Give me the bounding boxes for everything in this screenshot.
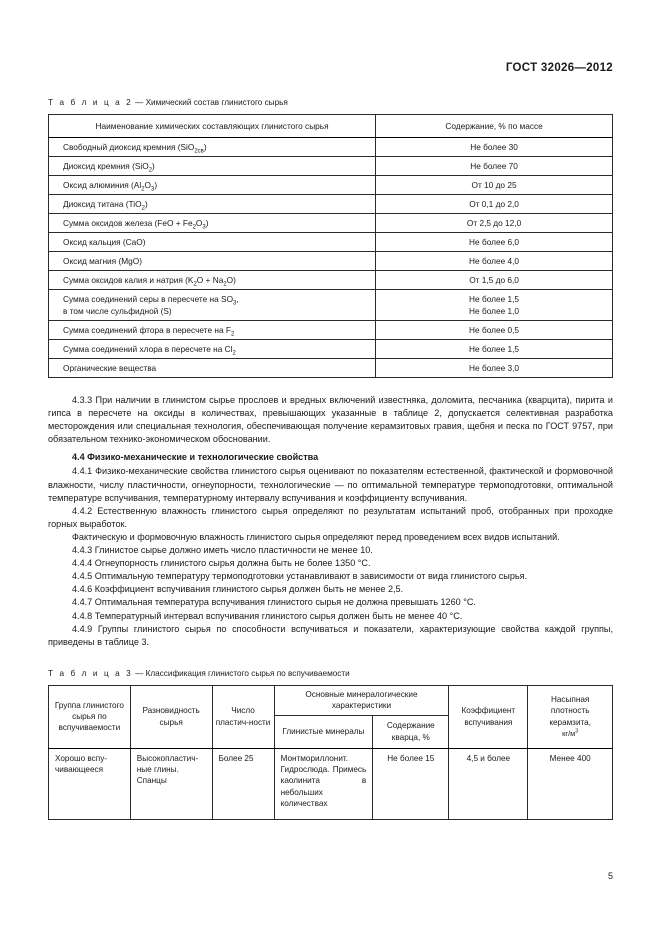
table3-header-bulk-density bbox=[528, 685, 613, 748]
table3-header-mineral-group: Основные минералогические характеристики bbox=[274, 685, 449, 715]
table2-cell-value: Не более 4,0 bbox=[376, 252, 613, 271]
chem-name-mid: O bbox=[144, 180, 151, 190]
chem-name-suffix: ) bbox=[144, 199, 148, 209]
table2-cell-value: От 0,1 до 2,0 bbox=[376, 195, 613, 214]
table2-caption-label: Т а б л и ц а 2 bbox=[48, 98, 133, 107]
chem-name-prefix: Сумма соединений хлора в пересчете на Cl bbox=[63, 344, 233, 354]
table-row bbox=[49, 290, 613, 321]
chem-name-prefix: Оксид алюминия (Al bbox=[63, 180, 142, 190]
table2-body bbox=[49, 138, 613, 378]
table3-cell-clay-minerals: Монтмориллонит. Гидрослюда. Примесь каолинита в небольших количествах bbox=[274, 748, 373, 819]
table2-cell-name: Оксид магния (MgO) bbox=[49, 252, 376, 271]
bulk-density-units: кг/м bbox=[562, 729, 576, 739]
chem-name-prefix: Диоксид кремния (SiO bbox=[63, 161, 149, 171]
table3-cell-plasticity: Более 25 bbox=[212, 748, 274, 819]
chem-subscript: 2 bbox=[192, 224, 196, 231]
table-row bbox=[49, 340, 613, 359]
chem-subscript2: 2 bbox=[223, 281, 227, 288]
table3-header-swell-coefficient: Коэффициент вспучивания bbox=[449, 685, 528, 748]
table2-cell-value: От 2,5 до 12,0 bbox=[376, 214, 613, 233]
table3-caption-dash: — bbox=[132, 668, 146, 678]
paragraph-4-4-5: 4.4.5 Оптимальную температуру термоподготовки устанавливают в зависимости от вида глинистого сырья. bbox=[72, 571, 528, 582]
paragraph-4-4-3: 4.4.3 Глинистое сырье должно иметь число пластичности не менее 10. bbox=[72, 545, 373, 556]
table2-header-row bbox=[49, 115, 613, 138]
table3-cell-swell-coefficient: 4,5 и более bbox=[449, 748, 528, 819]
heading-4-4: 4.4 Физико-механические и технологические свойства bbox=[72, 452, 319, 463]
table3-cell-group: Хорошо вспу-чивающееся bbox=[49, 748, 131, 819]
table-row bbox=[49, 252, 613, 271]
table2-cell-value: Не более 6,0 bbox=[376, 233, 613, 252]
table3-header-group: Группа глинистого сырья по вспучиваемости bbox=[49, 685, 131, 748]
chem-subscript2: 3 bbox=[150, 186, 155, 193]
table2-caption-text: Химический состав глинистого сырья bbox=[145, 98, 288, 107]
table2-cell-name bbox=[49, 157, 376, 176]
chem-name-suffix: , bbox=[236, 293, 239, 304]
chem-name-prefix: Сумма оксидов железа (FeO + Fe bbox=[63, 218, 193, 228]
bulk-density-units-exponent: 3 bbox=[575, 728, 579, 735]
table3-cell-variety: Высокопластич-ные глины. Спанцы bbox=[130, 748, 212, 819]
table3-header-quartz-content: Содержание кварца, % bbox=[373, 715, 449, 748]
table2-cell-name bbox=[49, 214, 376, 233]
chem-subscript: 2 bbox=[148, 167, 153, 174]
table2-value-line1: Не более 1,5 bbox=[469, 294, 520, 304]
chem-name-suffix: O) bbox=[226, 275, 236, 285]
table2-header-name: Наименование химических составляющих глинистого сырья bbox=[49, 115, 376, 138]
table-row bbox=[49, 321, 613, 340]
table-row bbox=[49, 195, 613, 214]
table2-head bbox=[49, 115, 613, 138]
table3-cell-quartz-content: Не более 15 bbox=[373, 748, 449, 819]
table3-header-plasticity: Число пластич-ности bbox=[212, 685, 274, 748]
table2-cell-name bbox=[49, 321, 376, 340]
table2-cell-name: Органические вещества bbox=[49, 359, 376, 378]
chem-name-suffix: ) bbox=[205, 218, 209, 228]
table2-header-value: Содержание, % по массе bbox=[376, 115, 613, 138]
table2-cell-value bbox=[376, 290, 613, 321]
chem-subscript: 2 bbox=[230, 331, 235, 338]
table2-cell-name bbox=[49, 271, 376, 290]
chem-name-prefix: Сумма соединений серы в пересчете на SO bbox=[63, 293, 234, 304]
table3-header-clay-minerals: Глинистые минералы bbox=[274, 715, 373, 748]
chem-subscript2: 3 bbox=[202, 224, 206, 231]
bulk-density-line1: Насыпная bbox=[550, 694, 590, 704]
table3-header-variety: Разновидность сырья bbox=[130, 685, 212, 748]
standard-number-header: ГОСТ 32026—2012 bbox=[505, 62, 613, 74]
page-number: 5 bbox=[607, 871, 613, 881]
paragraph-4-4-9: 4.4.9 Группы глинистого сырья по способности вспучиваться и показатели, характеризующие свойства каждой группы, приведены в таблице 3. bbox=[48, 623, 613, 647]
table3-caption bbox=[48, 669, 613, 678]
chem-subscript: 2св bbox=[194, 148, 204, 155]
table3-swelling-classification bbox=[48, 685, 613, 820]
chem-name-line2: в том числе сульфидной (S) bbox=[63, 306, 172, 316]
chem-name-prefix: Сумма оксидов калия и натрия (K bbox=[63, 275, 194, 285]
paragraph-4-4-7: 4.4.7 Оптимальная температура вспучивания глинистого сырья не должна превышать 1260 °С. bbox=[72, 597, 476, 608]
chem-name-suffix: ) bbox=[154, 180, 158, 190]
table3-caption-label: Т а б л и ц а 3 bbox=[48, 668, 133, 678]
chem-subscript: 3 bbox=[233, 300, 237, 307]
paragraph-4-4-8: 4.4.8 Температурный интервал вспучивания глинистого сырья должен быть не менее 40 °С. bbox=[72, 610, 463, 621]
chem-name-suffix: ) bbox=[203, 142, 207, 152]
table2-cell-name bbox=[49, 176, 376, 195]
table2-cell-name bbox=[49, 340, 376, 359]
paragraph-4-3-3: 4.3.3 При наличии в глинистом сырье прослоев и вредных включений известняка, доломита, песчаника (кварцита), пирита и гипса в пересчете на оксиды в количествах, превышающих указанные в таблице 2, допускается селективная разработка месторождения или специальная технология, обеспечивающая получение керамзитовых гравия, щебня и песка по ГОСТ 9757, при обязательном технико-экономическом обосновании. bbox=[48, 395, 613, 445]
bulk-density-line2: плотность bbox=[550, 706, 590, 716]
table2-chemical-composition bbox=[48, 114, 613, 378]
table2-caption bbox=[48, 98, 613, 107]
table2-cell-value: Не более 3,0 bbox=[376, 359, 613, 378]
table2-cell-value: От 10 до 25 bbox=[376, 176, 613, 195]
paragraph-4-4-1: 4.4.1 Физико-механические свойства глинистого сырья оценивают по показателям естественной, фактической и формовочной влажности, числу пластичности, огнеупорности, технологические — по оптимальной температуре термоподготовки, оптимальной температуре вспучивания, температурному интервалу вспучивания и коэффициенту вспучивания. bbox=[48, 466, 613, 503]
paragraph-4-4-6: 4.4.6 Коэффициент вспучивания глинистого сырья должен быть не менее 2,5. bbox=[72, 584, 404, 595]
table2-caption-dash: — bbox=[132, 98, 146, 107]
table-row bbox=[49, 233, 613, 252]
table2-value-line2: Не более 1,0 bbox=[469, 306, 520, 316]
table-row bbox=[49, 157, 613, 176]
bulk-density-line3: керамзита, bbox=[549, 717, 591, 727]
table2-cell-value: Не более 30 bbox=[376, 138, 613, 157]
table2-cell-value: От 1,5 до 6,0 bbox=[376, 271, 613, 290]
table-row bbox=[49, 138, 613, 157]
table2-cell-value: Не более 0,5 bbox=[376, 321, 613, 340]
table-row bbox=[49, 214, 613, 233]
paragraph-4-4-2b: Фактическую и формовочную влажность глинистого сырья определяют перед проведением всех видов испытаний. bbox=[72, 531, 560, 542]
table-row bbox=[49, 271, 613, 290]
table2-cell-name bbox=[49, 195, 376, 214]
table2-cell-name: Оксид кальция (CaO) bbox=[49, 233, 376, 252]
chem-name-mid: O + Na bbox=[196, 275, 224, 285]
table2-cell-value: Не более 1,5 bbox=[376, 340, 613, 359]
chem-name-prefix: Свободный диоксид кремния (SiO bbox=[63, 142, 195, 152]
table2-cell-name bbox=[49, 290, 376, 321]
paragraph-4-4-2: 4.4.2 Естественную влажность глинистого сырья определяют по результатам испытаний проб, отобранных при проходке горных выработок. bbox=[48, 505, 613, 529]
table2-cell-value: Не более 70 bbox=[376, 157, 613, 176]
table3-header-row-top bbox=[49, 685, 613, 715]
chem-subscript: 2 bbox=[232, 350, 236, 357]
chem-subscript: 2 bbox=[193, 281, 197, 288]
chem-name-suffix: ) bbox=[152, 161, 155, 171]
chem-name-mid: O bbox=[195, 218, 203, 228]
table-row bbox=[49, 359, 613, 378]
chem-subscript: 2 bbox=[141, 205, 145, 212]
table2-cell-name bbox=[49, 138, 376, 157]
table-row bbox=[49, 748, 613, 819]
chem-subscript: 2 bbox=[141, 186, 145, 193]
table3-cell-bulk-density: Менее 400 bbox=[528, 748, 613, 819]
table3-caption-text: Классификация глинистого сырья по вспучиваемости bbox=[145, 668, 350, 678]
body-text-block bbox=[48, 394, 613, 649]
table3-head bbox=[49, 685, 613, 748]
table3-body bbox=[49, 748, 613, 819]
paragraph-4-4-4: 4.4.4 Огнеупорность глинистого сырья должна быть не более 1350 °С. bbox=[72, 558, 371, 569]
chem-name-prefix: Диоксид титана (TiO bbox=[63, 199, 142, 209]
chem-name-prefix: Сумма соединений фтора в пересчете на F bbox=[63, 325, 231, 335]
table-row bbox=[49, 176, 613, 195]
